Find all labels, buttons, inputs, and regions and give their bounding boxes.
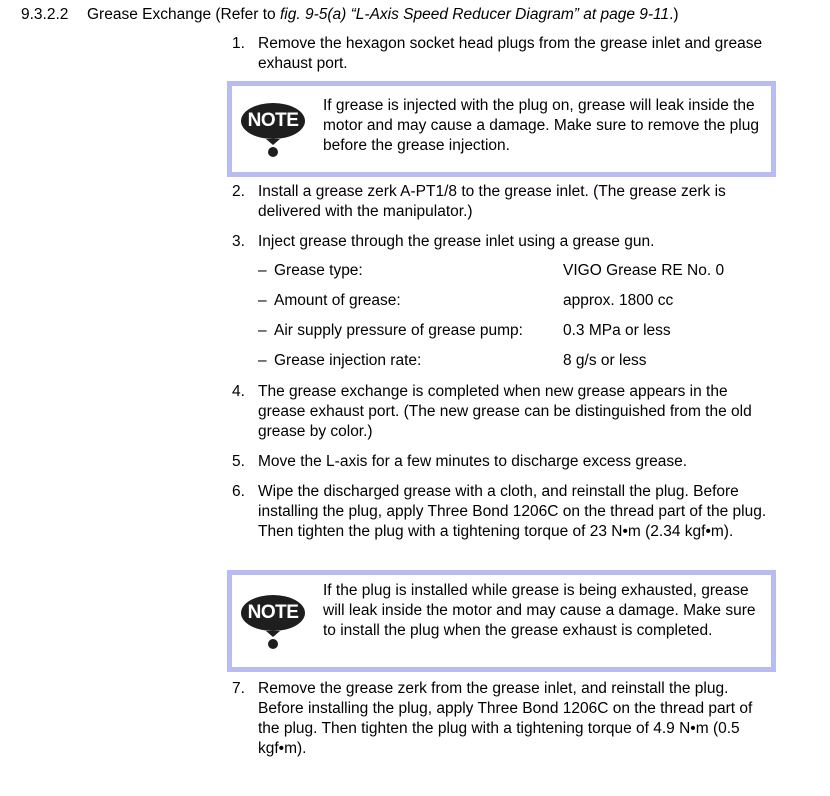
step-text: Wipe the discharged grease with a cloth, and reinstall the plug. Before installing the plug, apply Three Bond 1206C on the thread part of the plug. Then tighten the plug with a tightening torque of 23 N•m (2.34 kgf•m). <box>258 483 767 540</box>
param-label: Air supply pressure of grease pump: <box>274 322 523 339</box>
step-number: 2. <box>232 183 245 200</box>
step-number: 6. <box>232 483 245 500</box>
param-label: Amount of grease: <box>274 292 401 309</box>
param-value: 0.3 MPa or less <box>563 322 671 339</box>
param-row: – Amount of grease: approx. 1800 cc <box>258 292 674 309</box>
step-3 <box>232 232 777 252</box>
param-row: – Air supply pressure of grease pump: 0.3 MPa or less <box>258 322 671 339</box>
step-number: 7. <box>232 680 245 697</box>
param-row: – Grease type: VIGO Grease RE No. 0 <box>258 262 725 279</box>
step-number: 4. <box>232 383 245 400</box>
step-text: Remove the hexagon socket head plugs from the grease inlet and grease exhaust port. <box>258 35 763 72</box>
param-value: VIGO Grease RE No. 0 <box>563 262 725 279</box>
section-title-suffix: .) <box>669 6 679 23</box>
section-heading <box>21 6 679 24</box>
note-icon <box>241 595 305 649</box>
note-badge-label: NOTE <box>241 595 305 631</box>
note-icon <box>241 103 305 157</box>
note-text: If the plug is installed while grease is being exhausted, grease will leak inside the motor and may cause a damage. Make sure to install the plug when the grease exhaust is completed. <box>323 582 756 639</box>
page-ref-prefix: at page <box>578 6 640 23</box>
step-text: Move the L-axis for a few minutes to discharge excess grease. <box>258 453 688 470</box>
step-2 <box>232 182 777 222</box>
step-1 <box>232 34 777 74</box>
step-5 <box>232 452 777 472</box>
step-number: 5. <box>232 453 245 470</box>
step-number: 3. <box>232 233 245 250</box>
note-text: If grease is injected with the plug on, grease will leak inside the motor and may cause a damage. Make sure to remove the plug before the grease injection. <box>323 97 759 154</box>
step-7 <box>232 679 777 759</box>
section-number: 9.3.2.2 <box>21 6 69 23</box>
note-box <box>227 570 776 672</box>
step-number: 1. <box>232 35 245 52</box>
section-title-prefix: Grease Exchange (Refer to <box>87 6 280 23</box>
step-6 <box>232 482 777 542</box>
param-row: – Grease injection rate: 8 g/s or less <box>258 352 647 369</box>
step-text: The grease exchange is completed when new grease appears in the grease exhaust port. (The new grease can be distinguished from the old grease by color.) <box>258 383 752 440</box>
note-badge-label: NOTE <box>241 103 305 139</box>
note-box <box>227 81 776 177</box>
page-reference: 9-11 <box>639 6 670 23</box>
step-4 <box>232 382 777 442</box>
step-text: Remove the grease zerk from the grease inlet, and reinstall the plug. Before installing the plug, apply Three Bond 1206C on the thread part of the plug. Then tighten the plug with a tightening torque of 4.9 N•m (0.5 kgf•m). <box>258 680 753 757</box>
step-text: Install a grease zerk A-PT1/8 to the grease inlet. (The grease zerk is delivered with the manipulator.) <box>258 183 726 220</box>
param-label: Grease type: <box>274 262 363 279</box>
step-text: Inject grease through the grease inlet using a grease gun. <box>258 233 655 250</box>
param-label: Grease injection rate: <box>274 352 422 369</box>
param-value: approx. 1800 cc <box>563 292 674 309</box>
param-value: 8 g/s or less <box>563 352 647 369</box>
figure-reference: fig. 9-5(a) “L-Axis Speed Reducer Diagram” <box>280 6 579 23</box>
